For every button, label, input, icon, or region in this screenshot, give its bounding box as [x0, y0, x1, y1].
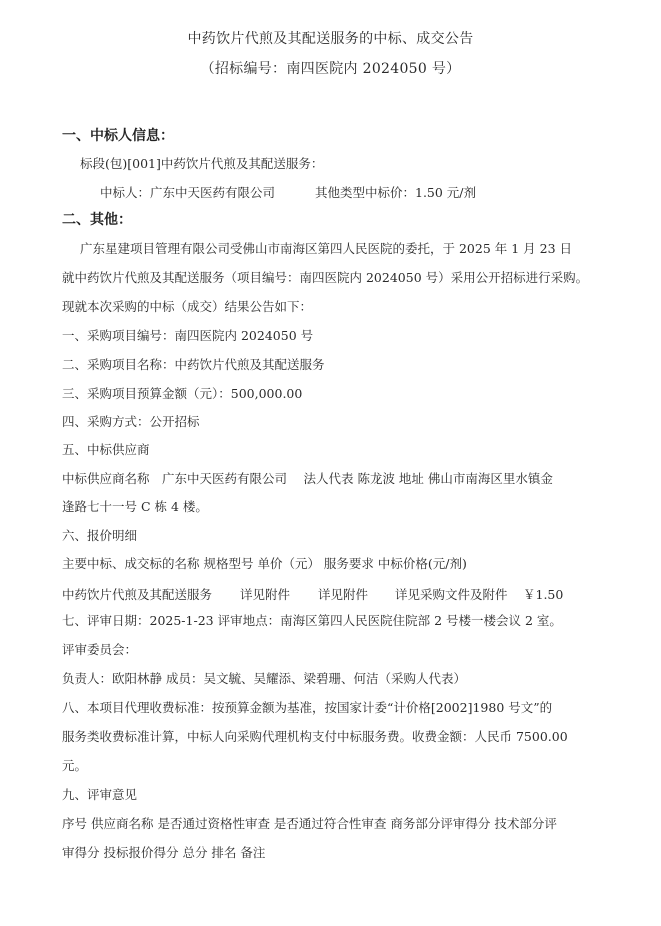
quote-service: 详见采购文件及附件 [395, 587, 508, 602]
item-supplier-heading: 五、中标供应商 [62, 442, 150, 457]
intro-line-1: 广东星建项目管理有限公司受佛山市南海区第四人民医院的委托，于 2025 年 1 月 23 日 [80, 241, 573, 256]
review-columns-line-2: 审得分 投标报价得分 总分 排名 备注 [62, 845, 266, 860]
committee-label: 评审委员会： [62, 642, 138, 657]
quote-table-header: 主要中标、成交标的名称 规格型号 单价（元） 服务要求 中标价格(元/剂) [62, 556, 467, 571]
item-project-number: 一、采购项目编号：南四医院内 2024050 号 [62, 328, 314, 343]
section-heading-winner-info: 一、中标人信息： [62, 128, 174, 144]
quote-unit-price: 详见附件 [318, 587, 369, 602]
fee-line-2: 服务类收费标准计算，中标人向采购代理机构支付中标服务费。收费金额：人民币 7500.00 [62, 729, 568, 744]
committee-members: 负责人：欧阳林静 成员：吴文毓、吴耀添、梁碧珊、何洁（采购人代表） [62, 671, 466, 686]
fee-line-1: 八、本项目代理收费标准：按预算金额为基准，按国家计委“计价格[2002]1980 号文”的 [62, 700, 553, 715]
lot-description: 标段(包)[001]中药饮片代煎及其配送服务： [80, 156, 324, 171]
item-project-name: 二、采购项目名称：中药饮片代煎及其配送服务 [62, 357, 325, 372]
supplier-line-1: 中标供应商名称 广东中天医药有限公司 法人代表 陈龙波 地址 佛山市南海区里水镇金 [62, 471, 553, 486]
winner-name: 中标人：广东中天医药有限公司 [100, 185, 276, 200]
section-heading-other: 二、其他： [62, 212, 132, 228]
intro-line-2: 就中药饮片代煎及其配送服务（项目编号：南四医院内 2024050 号）采用公开招标进行采购。 [62, 270, 589, 285]
fee-line-3: 元。 [62, 758, 88, 773]
quote-table-row [0, 585, 661, 601]
item-review-date: 七、评审日期：2025-1-23 评审地点：南海区第四人民医院住院部 2 号楼一楼会议 2 室。 [62, 613, 562, 628]
quote-spec: 详见附件 [240, 587, 291, 602]
supplier-line-2: 逢路七十一号 C 栋 4 楼。 [62, 499, 208, 514]
document-subtitle: （招标编号：南四医院内 2024050 号） [200, 61, 461, 77]
document-title: 中药饮片代煎及其配送服务的中标、成交公告 [187, 31, 474, 47]
item-procurement-method: 四、采购方式：公开招标 [62, 414, 200, 429]
item-quote-heading: 六、报价明细 [62, 528, 138, 543]
item-review-opinion: 九、评审意见 [62, 787, 138, 802]
quote-price: ￥1.50 [523, 587, 564, 602]
quote-item-name: 中药饮片代煎及其配送服务 [62, 587, 213, 602]
intro-line-3: 现就本次采购的中标（成交）结果公告如下： [62, 299, 313, 314]
item-budget: 三、采购项目预算金额（元）：500,000.00 [62, 386, 303, 401]
winner-price: 其他类型中标价：1.50 元/剂 [315, 185, 477, 200]
review-columns-line-1: 序号 供应商名称 是否通过资格性审查 是否通过符合性审查 商务部分评审得分 技术部分评 [62, 816, 557, 831]
